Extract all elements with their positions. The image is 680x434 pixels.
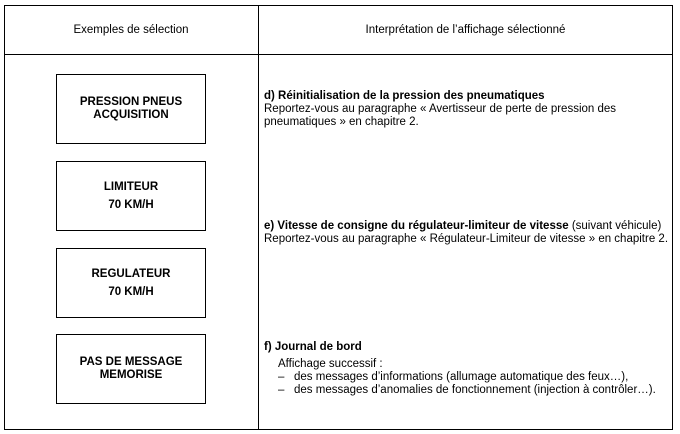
display-line: MEMORISE: [99, 369, 163, 381]
list-item-text: des messages d’anomalies de fonctionnement (injection à contrôler…).: [294, 384, 656, 396]
display-line: LIMITEUR: [103, 180, 159, 193]
interpretation-title: e) Vitesse de consigne du régulateur-limiteur de vitesse: [264, 220, 569, 232]
interpretation-body: (suivant véhicule) Reportez-vous au paragraphe « Régulateur-Limiteur de vitesse » en chapitre 2.: [264, 220, 669, 245]
display-line: PRESSION PNEUS: [79, 96, 183, 108]
display-line: ACQUISITION: [93, 109, 169, 121]
list-item-text: des messages d’informations (allumage automatique des feux…),: [294, 371, 629, 383]
display-example-regulator: [56, 248, 206, 318]
display-line: PAS DE MESSAGE: [79, 356, 183, 368]
list-item: [264, 371, 669, 384]
interpretation-logbook: [264, 341, 669, 397]
interpretation-title: f) Journal de bord: [264, 341, 362, 353]
interpretation-title: d) Réinitialisation de la pression des pneumatiques: [264, 90, 545, 102]
display-line: 70 KM/H: [108, 198, 154, 211]
display-line: REGULATEUR: [91, 267, 171, 280]
column-divider: [258, 5, 259, 430]
display-example-logbook: [56, 334, 206, 404]
interpretation-pressure: [264, 90, 669, 129]
bullet-marker: –: [278, 371, 285, 383]
interpretation-body: Reportez-vous au paragraphe « Avertisseur de perte de pression des pneumatiques » en chapitre 2.: [264, 103, 617, 128]
header-divider: [4, 54, 673, 55]
bullet-marker: –: [278, 384, 285, 396]
display-example-limiter: [56, 161, 206, 231]
column-header-interpretation: Interprétation de l’affichage sélectionné: [365, 23, 566, 36]
column-header-examples: Exemples de sélection: [73, 23, 189, 36]
interpretation-speed: [264, 220, 669, 246]
display-line: 70 KM/H: [108, 285, 154, 298]
list-item: [264, 384, 669, 397]
display-example-pressure: [56, 74, 206, 144]
interpretation-subtitle: Affichage successif :: [278, 358, 383, 370]
